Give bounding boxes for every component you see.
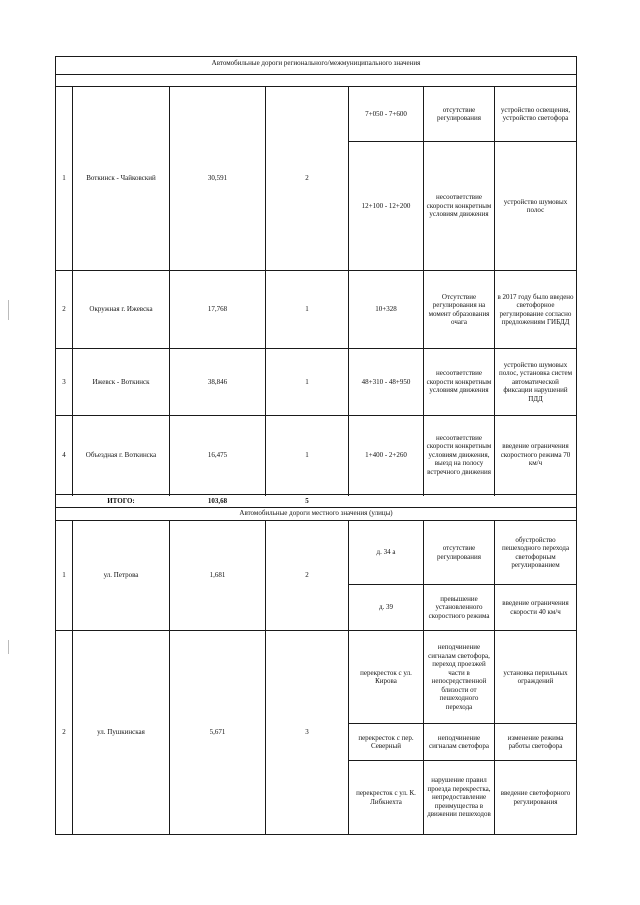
problem-cell: неподчинение сигналам светофора, переход проезжей части в непосредственной близости от пешеходного перехода xyxy=(428,643,490,711)
km-range: перекресток с ул. Кирова xyxy=(360,668,412,685)
problem-cell: несоответствие скорости конкретным условиям движения, выезд на полосу встречного движения xyxy=(426,433,492,476)
problem-cell: превышение установленного скоростного режима xyxy=(428,594,490,620)
problem-cell: нарушение правил проезда перекрестка, непредоставление преимущества в движении пешеходов xyxy=(427,776,491,819)
problem-cell: отсутствие регулирования xyxy=(437,544,481,561)
km-range: 1+400 - 2+260 xyxy=(365,450,407,459)
road-length: 5,671 xyxy=(209,728,226,737)
scan-edge-mark xyxy=(8,300,9,320)
measure-cell: установка перильных ограждений xyxy=(503,668,568,685)
road-name: Воткинск - Чайковский xyxy=(86,174,156,183)
site-count: 3 xyxy=(305,728,309,737)
road-name: ул. Петрова xyxy=(103,571,139,580)
total-count: 5 xyxy=(305,496,309,505)
measure-cell: введение ограничения скоростного режима 70 км/ч xyxy=(500,442,571,468)
road-length: 1,681 xyxy=(209,571,226,580)
measure-cell: обустройство пешеходного перехода светофорным регулированием xyxy=(501,535,570,569)
km-range: 12+100 - 12+200 xyxy=(361,201,411,210)
road-name: ул. Пушкинская xyxy=(97,728,145,737)
km-range: д. 34 а xyxy=(376,548,396,557)
measure-cell: устройство освещения, устройство светофора xyxy=(500,105,571,122)
site-count: 1 xyxy=(305,377,309,386)
site-count: 2 xyxy=(305,571,309,580)
road-name: Окружная г. Ижевска xyxy=(89,305,153,314)
road-length: 30,591 xyxy=(207,174,228,183)
row-number: 1 xyxy=(62,174,66,183)
problem-cell: отсутствие регулирования xyxy=(437,105,481,122)
measure-cell: в 2017 году было введено светофорное регулирование согласно предложениям ГИБДД xyxy=(497,292,574,326)
km-range: 48+310 - 48+950 xyxy=(361,377,411,386)
section-header-regional: Автомобильные дороги регионального/межмуниципального значения xyxy=(211,59,421,67)
measure-cell: введение ограничения скорости 40 км/ч xyxy=(502,599,569,616)
km-range: 10+328 xyxy=(375,305,397,314)
road-name: Объездная г. Воткинска xyxy=(85,450,157,459)
row-number: 2 xyxy=(62,305,66,314)
problem-cell: неподчинение сигналам светофора xyxy=(428,733,489,750)
km-range: д. 39 xyxy=(378,603,394,612)
scan-edge-mark xyxy=(8,640,9,654)
row-number: 3 xyxy=(62,377,66,386)
site-count: 2 xyxy=(305,174,309,183)
problem-cell: Отсутствие регулирования на момент образования очага xyxy=(428,292,490,326)
km-range: перекресток с ул. К. Либкнехта xyxy=(356,789,416,806)
problem-cell: несоответствие скорости конкретным условиям движения xyxy=(426,193,492,219)
road-length: 17,768 xyxy=(207,305,228,314)
road-length: 38,846 xyxy=(207,377,228,386)
measure-cell: введение светофорного регулирования xyxy=(500,789,571,806)
total-length: 103,68 xyxy=(207,496,228,505)
km-range: перекресток с пер. Северный xyxy=(358,733,414,750)
site-count: 1 xyxy=(305,305,309,314)
total-label: ИТОГО: xyxy=(107,496,135,505)
road-length: 16,475 xyxy=(207,450,228,459)
km-range: 7+050 - 7+600 xyxy=(365,109,407,118)
site-count: 1 xyxy=(305,450,309,459)
measure-cell: устройство шумовых полос xyxy=(503,197,568,214)
section-header-local: Автомобильные дороги местного значения (улицы) xyxy=(239,509,393,517)
measure-cell: устройство шумовых полос, установка систем автоматической фиксации нарушений ПДД xyxy=(498,360,573,403)
road-name: Ижевск - Воткинск xyxy=(92,377,150,386)
measure-cell: изменение режима работы светофора xyxy=(507,733,564,750)
row-number: 1 xyxy=(62,571,66,580)
row-number: 4 xyxy=(62,450,66,459)
problem-cell: несоответствие скорости конкретным условиям движения xyxy=(426,369,492,395)
row-number: 2 xyxy=(62,728,66,737)
